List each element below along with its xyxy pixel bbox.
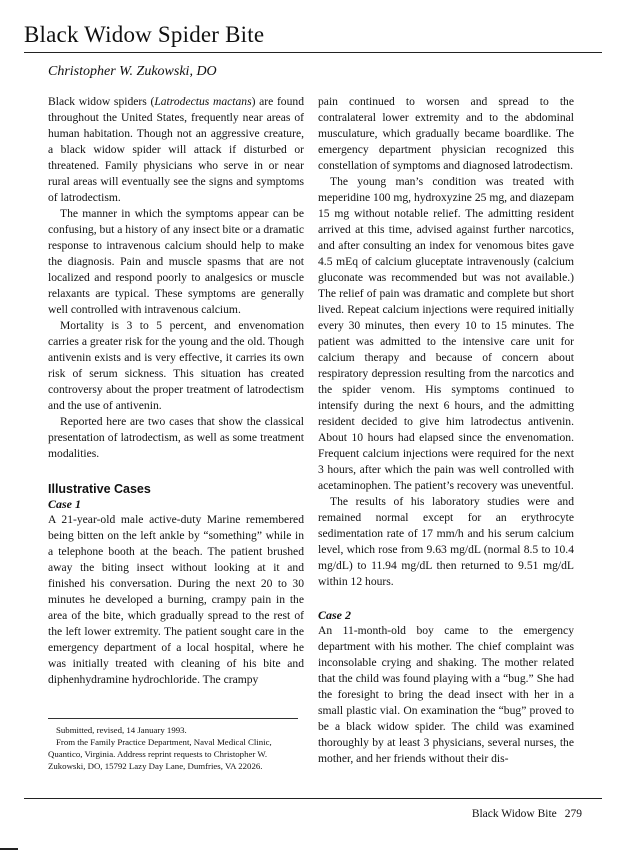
running-title: Black Widow Bite xyxy=(471,808,557,820)
author-byline: Christopher W. Zukowski, DO xyxy=(48,64,217,79)
intro-paragraph-2: The manner in which the symptoms appear can be confusing, but a history of any insect bite or a dramatic response to intravenous calcium should help to make the diagnosis. Pain and muscle spasms that are not localized and respond poorly to analgesics or muscle relaxants are typical. These symptoms are generally well controlled with intravenous calcium. xyxy=(48,207,304,316)
species-name: Latrodectus mactans xyxy=(154,95,252,108)
lab-results-paragraph: The results of his laboratory studies were and remained normal except for an erythrocyte sedimentation rate of 17 mm/h and his serum calcium level, which rose from 9.63 mg/dL (normal 8.5 to 10.4 mg/dL) to 11.94 mg/dL then returned to 9.51 mg/dL within 12 hours. xyxy=(318,495,574,588)
left-column xyxy=(48,94,304,688)
intro-paragraph-4: Reported here are two cases that show the classical presentation of latrodectism, as well as some treatment modalities. xyxy=(48,415,304,460)
intro-paragraph-3: Mortality is 3 to 5 percent, and envenomation carries a greater risk for the young and the old. Though antivenin exists and is very effective, it carries its own risk of serum sickness. This situation has created controversy about the proper treatment of latrodectism and the use of antivenin. xyxy=(48,319,304,412)
footnotes xyxy=(48,724,300,772)
case1-heading: Case 1 xyxy=(48,497,81,511)
footnote-rule xyxy=(48,718,298,719)
scan-edge-mark xyxy=(0,848,18,850)
case1-paragraph: A 21-year-old male active-duty Marine remembered being bitten on the left ankle by “something” while in a telephone booth at the beach. The patient brushed away the biting insect without looking at it and finished his conversation. During the next 20 to 30 minutes he developed a burning, crampy pain in the area of the bite, which gradually spread to the rest of the left lower extremity. The patient sought care in the emergency department of a local hospital, where he was initially treated with cleaning of his bite and diphenhydramine hydrochloride. The crampy xyxy=(48,513,304,686)
case2-heading: Case 2 xyxy=(318,608,351,622)
page-number: 279 xyxy=(564,808,582,820)
right-column xyxy=(318,94,574,767)
running-footer xyxy=(464,808,582,820)
title-rule xyxy=(24,52,602,53)
footer-rule xyxy=(24,798,602,799)
case1-continued-paragraph: pain continued to worsen and spread to the contralateral lower extremity and to the abdominal musculature, which gradually became boardlike. The emergency department physician recognized this constellation of symptoms and diagnosed latrodectism. xyxy=(318,95,574,172)
section-heading: Illustrative Cases xyxy=(48,482,151,496)
footnote-submitted: Submitted, revised, 14 January 1993. xyxy=(56,725,187,735)
footnote-affiliation: From the Family Practice Department, Naval Medical Clinic, Quantico, Virginia. Address reprint requests to Christopher W. Zukowski, DO, 15792 Lazy Day Lane, Dumfries, VA 22026. xyxy=(48,737,272,771)
case2-paragraph: An 11-month-old boy came to the emergency department with his mother. The chief complaint was inconsolable crying and shaking. The mother related that the child was found playing with a “bug.” She had the foresight to bring the dead insect with her in a small plastic vial. On examination the “bug” proved to be a black widow spider. The child was examined thoroughly by at least 3 physicians, several nurses, the mother, and her friends without their dis- xyxy=(318,624,574,765)
article-title: Black Widow Spider Bite xyxy=(24,22,265,47)
intro-paragraph-1: Black widow spiders (Latrodectus mactans) are found throughout the United States, frequently near areas of human habitation. Though not an aggressive creature, a black widow spider will attack if disturbed or threatened. Family physicians who serve in or near rural areas will eventually see the signs and symptoms of latrodectism. xyxy=(48,95,304,204)
treatment-paragraph: The young man’s condition was treated with meperidine 100 mg, hydroxyzine 25 mg, and diazepam 15 mg without notable relief. The admitting resident arrived at this time, advised against further narcotics, and after consulting an index for venomous bites gave 4.5 mEq of calcium gluceptate intravenously (calcium gluconate was recommended but was not available.) The relief of pain was dramatic and complete but short lived. Repeat calcium injections were required initially every 30 minutes, then every 10 to 15 minutes. The patient was admitted to the intensive care unit for calcium therapy and because of concern about respiratory depression resulting from the narcotics and the spider venom. His symptoms continued to intensify during the next 6 hours, and the admitting resident decided to give him latrodectus antivenin. About 10 hours had elapsed since the envenomation. Frequent calcium injections were required for the next 3 hours, after which the pain was well controlled with acetaminophen. The patient’s recovery was uneventful. xyxy=(318,175,574,492)
